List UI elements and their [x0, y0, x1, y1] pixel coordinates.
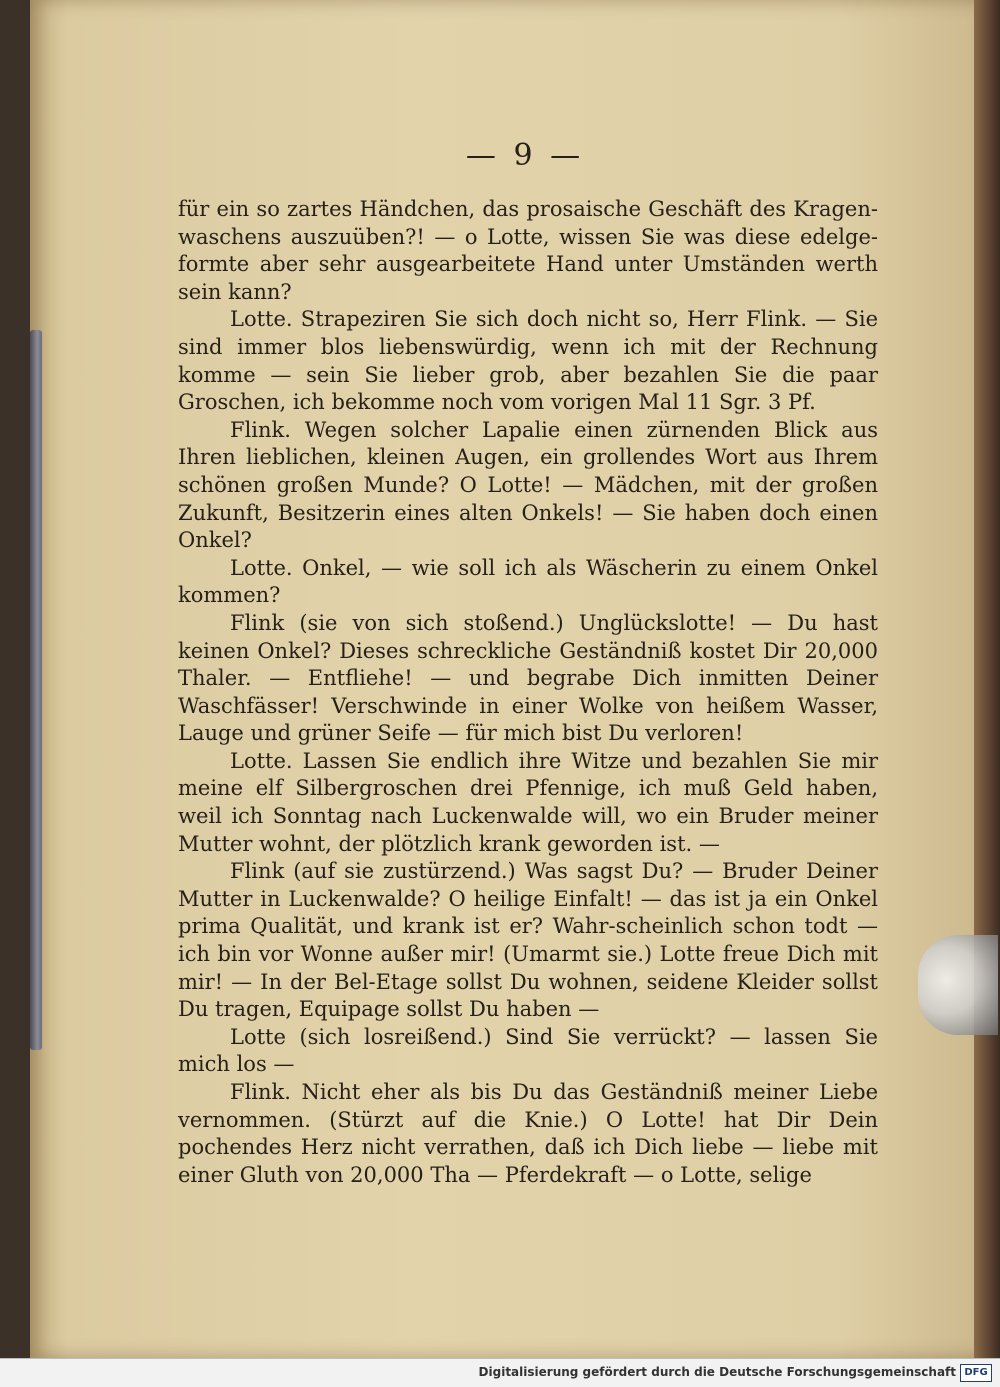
- dfg-logo: DFG: [960, 1364, 992, 1382]
- book-spine: [30, 330, 42, 1050]
- paragraph: Flink (sie von sich stoßend.) Unglückslotte! — Du hast keinen Onkel? Dieses schreckliche Geständniß kostet Dir 20,000 Thaler. — Entfliehe! — und begrabe Dich inmitten Deiner Waschfässer! Verschwinde in einer Wolke von heißem Wasser, Lauge und grüner Seife — für mich bist Du verloren!: [178, 610, 878, 746]
- funding-credit: Digitalisierung gefördert durch die Deutsche Forschungsgemeinschaft: [478, 1365, 956, 1379]
- page-number: — 9 —: [465, 138, 585, 173]
- paragraph: Flink. Nicht eher als bis Du das Geständniß meiner Liebe vernommen. (Stürzt auf die Knie.) O Lotte! hat Dir Dein pochendes Herz nicht verrathen, daß ich Dich liebe — liebe mit einer Gluth von 20,000 Tha — Pferdekraft — o Lotte, selige: [178, 1080, 878, 1187]
- paragraph: für ein so zartes Händchen, das prosaische Geschäft des Kragen-waschens auszuüben?! — o Lotte, wissen Sie was diese edelge-formte aber sehr ausgearbeitete Hand unter Umständen werth sein kann?: [178, 197, 878, 304]
- page-text: [178, 196, 878, 1189]
- paragraph: Lotte (sich losreißend.) Sind Sie verrückt? — lassen Sie mich los —: [178, 1024, 878, 1077]
- paragraph: Lotte. Onkel, — wie soll ich als Wäscherin zu einem Onkel kommen?: [178, 555, 878, 608]
- footer-bar: [0, 1358, 1000, 1387]
- paragraph: Lotte. Lassen Sie endlich ihre Witze und bezahlen Sie mir meine elf Silbergroschen drei Pfennige, ich muß Geld haben, weil ich Sonntag nach Luckenwalde will, wo ein Bruder meiner Mutter wohnt, der plötzlich krank geworden ist. —: [178, 748, 878, 856]
- page-clip: [918, 935, 998, 1035]
- paragraph: Lotte. Strapeziren Sie sich doch nicht so, Herr Flink. — Sie sind immer blos liebenswürdig, wenn ich mit der Rechnung komme — sein Sie lieber grob, aber bezahlen Sie die paar Groschen, ich bekomme noch vom vorigen Mal 11 Sgr. 3 Pf.: [178, 307, 878, 415]
- paragraph: Flink (auf sie zustürzend.) Was sagst Du? — Bruder Deiner Mutter in Luckenwalde? O heilige Einfalt! — das ist ja ein Onkel prima Qualität, und krank ist er? Wahr-scheinlich schon todt — ich bin vor Wonne außer mir! (Umarmt sie.) Lotte freue Dich mit mir! — In der Bel-Etage sollst Du wohnen, seidene Kleider sollst Du tragen, Equipage sollst Du haben —: [178, 859, 878, 1022]
- paragraph: Flink. Wegen solcher Lapalie einen zürnenden Blick aus Ihren lieblichen, kleinen Augen, ein grollendes Wort aus Ihrem schönen großen Munde? O Lotte! — Mädchen, mit der großen Zukunft, Besitzerin eines alten Onkels! — Sie haben doch einen Onkel?: [178, 417, 878, 553]
- page-edge: [974, 0, 1000, 1358]
